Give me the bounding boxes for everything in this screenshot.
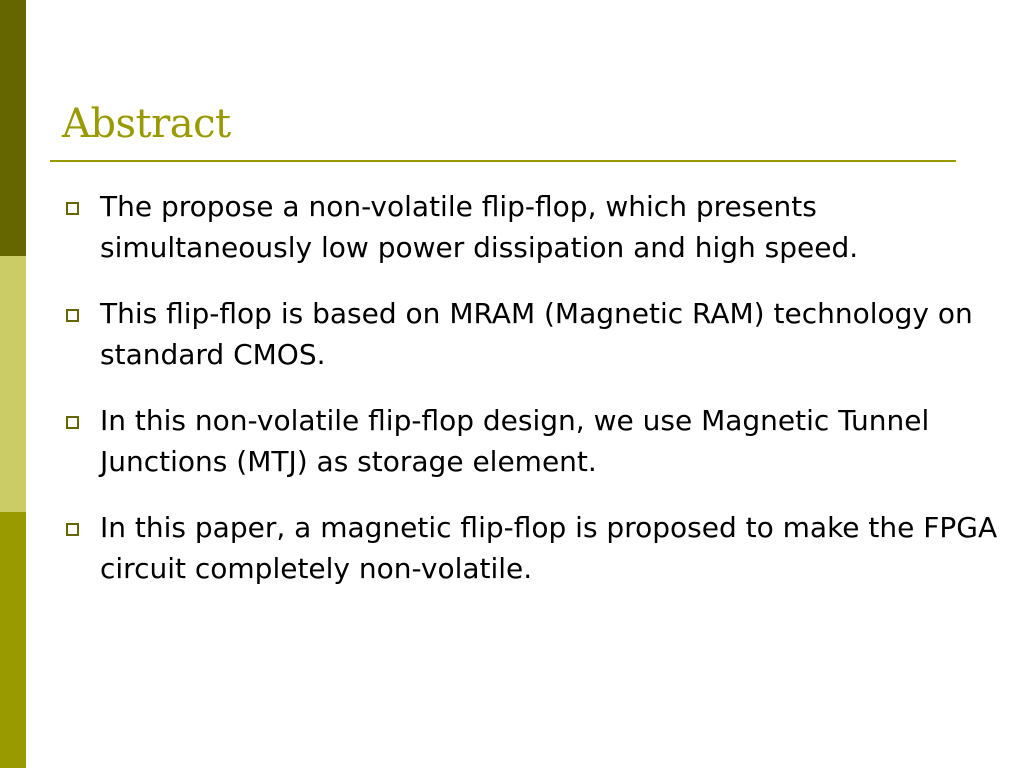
hollow-square-bullet-icon	[66, 309, 79, 322]
hollow-square-bullet-icon	[66, 202, 79, 215]
bullet-item	[62, 186, 1012, 268]
bullet-text: The propose a non-volatile flip-flop, which presents simultaneously low power dissipation and high speed.	[100, 190, 859, 264]
sidebar-band-middle	[0, 256, 26, 512]
hollow-square-bullet-icon	[66, 523, 79, 536]
slide-title: Abstract	[62, 101, 231, 147]
bullet-list	[62, 186, 1012, 614]
bullet-text: In this non-volatile flip-flop design, we use Magnetic Tunnel Junctions (MTJ) as storage element.	[100, 404, 930, 478]
bullet-item	[62, 507, 1012, 589]
sidebar-band-top	[0, 0, 26, 256]
sidebar-band-bottom	[0, 512, 26, 768]
bullet-text: This flip-flop is based on MRAM (Magnetic RAM) technology on standard CMOS.	[100, 297, 973, 371]
bullet-item	[62, 293, 1012, 375]
bullet-text: In this paper, a magnetic flip-flop is proposed to make the FPGA circuit completely non-volatile.	[100, 511, 998, 585]
hollow-square-bullet-icon	[66, 416, 79, 429]
bullet-item	[62, 400, 1012, 482]
title-divider	[50, 160, 956, 162]
